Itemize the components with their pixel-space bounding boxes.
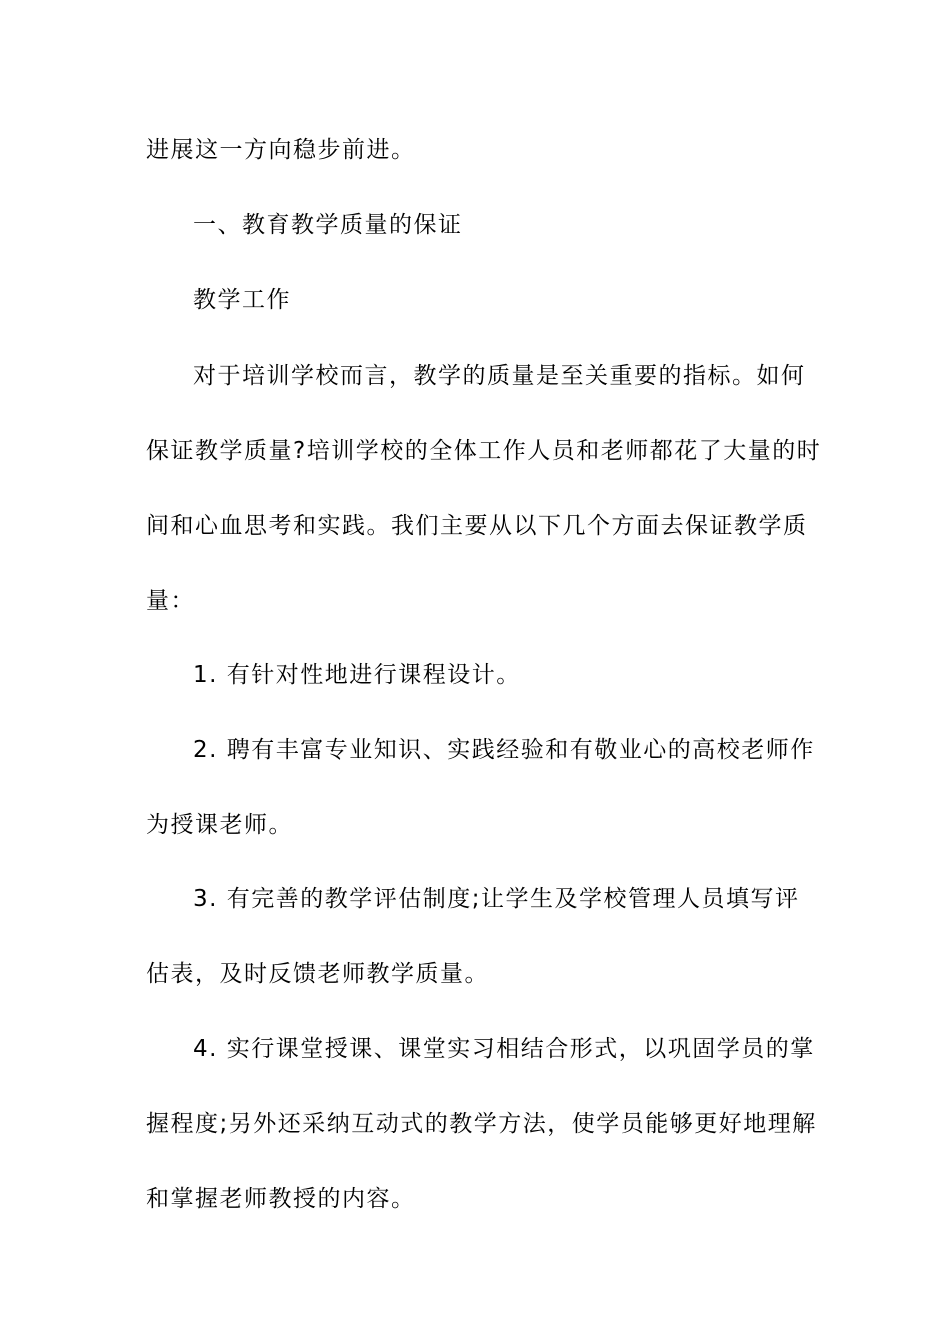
text-line: 1. 有针对性地进行课程设计。 [193,662,521,688]
text-line: 教学工作 [193,287,291,313]
text-line: 间和心血思考和实践。我们主要从以下几个方面去保证教学质 [146,513,808,539]
subsection-heading [146,263,806,338]
text-line: 和掌握老师教授的内容。 [146,1186,416,1212]
text-line: 为授课老师。 [146,812,293,838]
list-item-4 [146,1012,817,1237]
text-line: 2. 聘有丰富专业知识、实践经验和有敬业心的高校老师作 [193,737,815,763]
list-item-2 [146,713,815,863]
text-line: 4. 实行课堂授课、课堂实习相结合形式，以巩固学员的掌 [193,1036,815,1062]
section-heading [146,188,806,263]
paragraph-teaching-quality [146,339,822,639]
text-line: 3. 有完善的教学评估制度;让学生及学校管理人员填写评 [193,886,800,912]
text-line: 一、教育教学质量的保证 [193,212,463,238]
text-line: 估表，及时反馈老师教学质量。 [146,961,489,987]
text-line: 握程度;另外还采纳互动式的教学方法，使学员能够更好地理解 [146,1111,817,1137]
paragraph-intro-continuation [146,113,806,188]
text-line: 对于培训学校而言，教学的质量是至关重要的指标。如何 [193,363,806,389]
text-line: 量： [146,588,195,614]
text-line: 进展这一方向稳步前进。 [146,137,416,163]
list-item-1 [146,638,806,713]
list-item-3 [146,862,806,1012]
text-line: 保证教学质量?培训学校的全体工作人员和老师都花了大量的时 [146,438,822,464]
